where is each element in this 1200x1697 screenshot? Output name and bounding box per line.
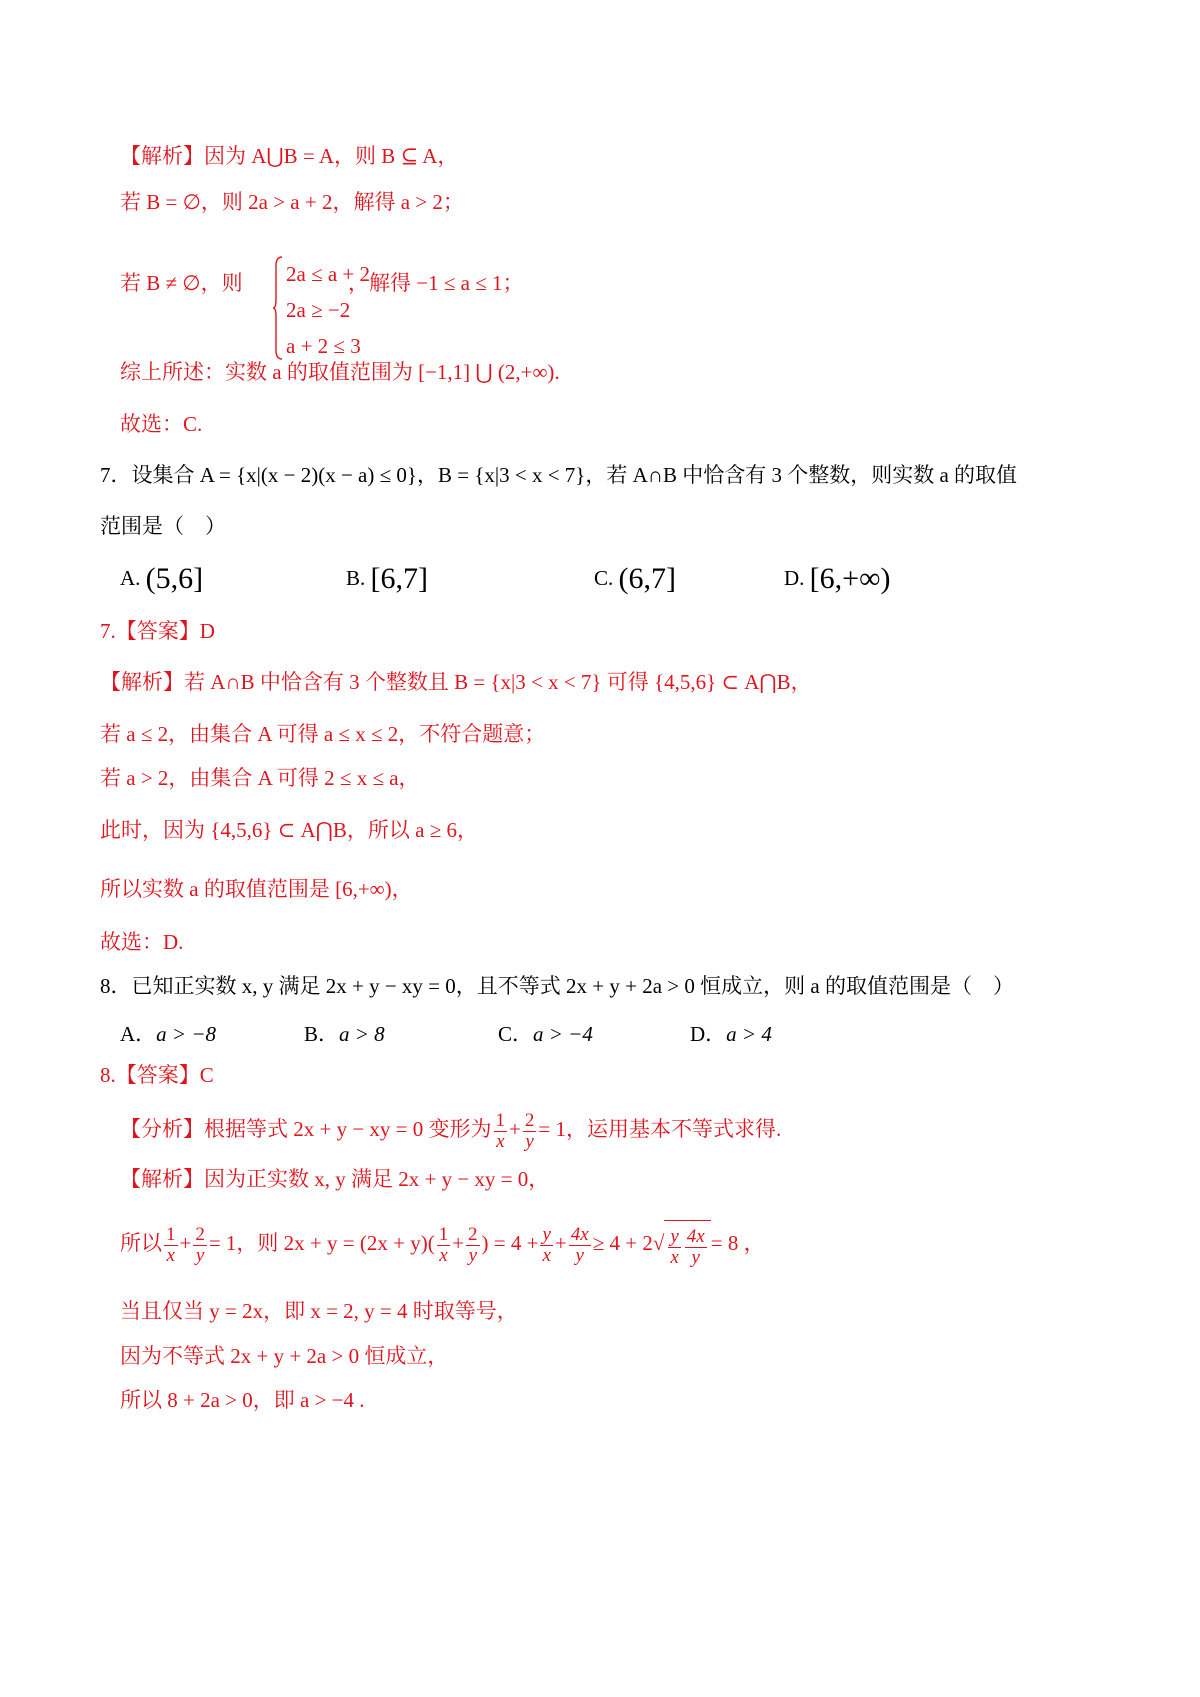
solution-tag: 【解析】	[100, 670, 184, 694]
q8-solution-line3: 当且仅当 y = 2x，即 x = 2, y = 4 时取等号，	[120, 1299, 518, 1323]
solution-tag: 【解析】	[120, 144, 204, 168]
q8-solution-line2: 所以 $\frac{1}{x}$ + $\frac{2}{y}$ = 1，则 2x + y = (2x + y)( $\frac{1}{x}$ + $\frac{2}{y}$ ) = 4 + $\frac{y}{x}$ + $\frac{4x}{y}$ ≥ 4 + 2√ $\frac{y}{x}$ $\frac{4x}{y}$ = 8 ，	[120, 1218, 765, 1271]
q8-option-a: A．a > −8	[120, 1022, 217, 1046]
q8-solution-line5: 所以 8 + 2a > 0，即 a > −4 .	[120, 1388, 365, 1412]
q7-answer: 7.【答案】D	[100, 619, 215, 643]
q8-option-c: C．a > −4	[498, 1022, 593, 1046]
q7-solution-line5: 所以实数 a 的取值范围是 [6,+∞)，	[100, 877, 413, 901]
system-row-1: 2a ≤ a + 2	[286, 262, 371, 286]
q7-option-a: A. (5,6]	[120, 562, 204, 595]
q8-solution-line4: 因为不等式 2x + y + 2a > 0 恒成立，	[120, 1344, 449, 1368]
q7-solution-line6: 故选：D.	[100, 930, 184, 954]
q7-stem-line2: 范围是（ ）	[100, 514, 226, 538]
q6-solution-line4: 综上所述：实数 a 的取值范围为 [−1,1] ⋃ (2,+∞).	[120, 360, 560, 384]
q6-solution-line3-suffix: ，解得 −1 ≤ a ≤ 1；	[348, 271, 524, 295]
q7-option-d: D. [6,+∞)	[784, 562, 891, 595]
q7-stem-line1: 7．设集合 A = {x|(x − 2)(x − a) ≤ 0}，B = {x|3 < x < 7}，若 A∩B 中恰含有 3 个整数，则实数 a 的取值	[100, 463, 1018, 487]
solution-tag: 【解析】	[120, 1167, 204, 1191]
q7-solution-line2: 若 a ≤ 2，由集合 A 可得 a ≤ x ≤ 2，不符合题意；	[100, 722, 546, 746]
q7-solution-line4: 此时，因为 {4,5,6} ⊂ A⋂B，所以 a ≥ 6，	[100, 818, 478, 842]
q8-answer: 8.【答案】C	[100, 1063, 214, 1087]
q7-solution-line1: 【解析】若 A∩B 中恰含有 3 个整数且 B = {x|3 < x < 7} 可得 {4,5,6} ⊂ A⋂B，	[100, 670, 812, 694]
system-row-2: 2a ≥ −2	[286, 298, 351, 322]
system-row-3: a + 2 ≤ 3	[286, 334, 361, 358]
q8-option-d: D．a > 4	[690, 1022, 772, 1046]
q6-solution-text1: 因为 A⋃B = A，则 B ⊆ A，	[204, 144, 459, 168]
q6-solution-line5: 故选：C.	[120, 412, 203, 436]
q7-solution-line3: 若 a > 2，由集合 A 可得 2 ≤ x ≤ a，	[100, 766, 420, 790]
q6-solution-line1	[120, 141, 458, 171]
square-root: $\frac{y}{x}$ $\frac{4x}{y}$	[664, 1220, 710, 1271]
system-brace	[273, 256, 283, 360]
q6-solution-line2: 若 B = ∅，则 2a > a + 2，解得 a > 2；	[120, 190, 464, 214]
q8-option-b: B．a > 8	[304, 1022, 385, 1046]
analysis-tag: 【分析】	[120, 1117, 204, 1141]
fraction-1-over-x: $\frac{1}{x}$	[495, 1109, 506, 1152]
q6-solution-line3-prefix: 若 B ≠ ∅，则	[120, 271, 243, 295]
q8-analysis: 【分析】根据等式 2x + y − xy = 0 变形为 $\frac{1}{x}$ + $\frac{2}{y}$ = 1，运用基本不等式求得.	[120, 1109, 782, 1152]
fraction-2-over-y: $\frac{2}{y}$	[524, 1109, 535, 1152]
q8-stem: 8．已知正实数 x, y 满足 2x + y − xy = 0，且不等式 2x + y + 2a > 0 恒成立，则 a 的取值范围是（ ）	[100, 974, 1014, 998]
q8-solution-line1: 【解析】因为正实数 x, y 满足 2x + y − xy = 0，	[120, 1167, 550, 1191]
q7-option-c: C. (6,7]	[594, 562, 676, 595]
q7-option-b: B. [6,7]	[346, 562, 428, 595]
